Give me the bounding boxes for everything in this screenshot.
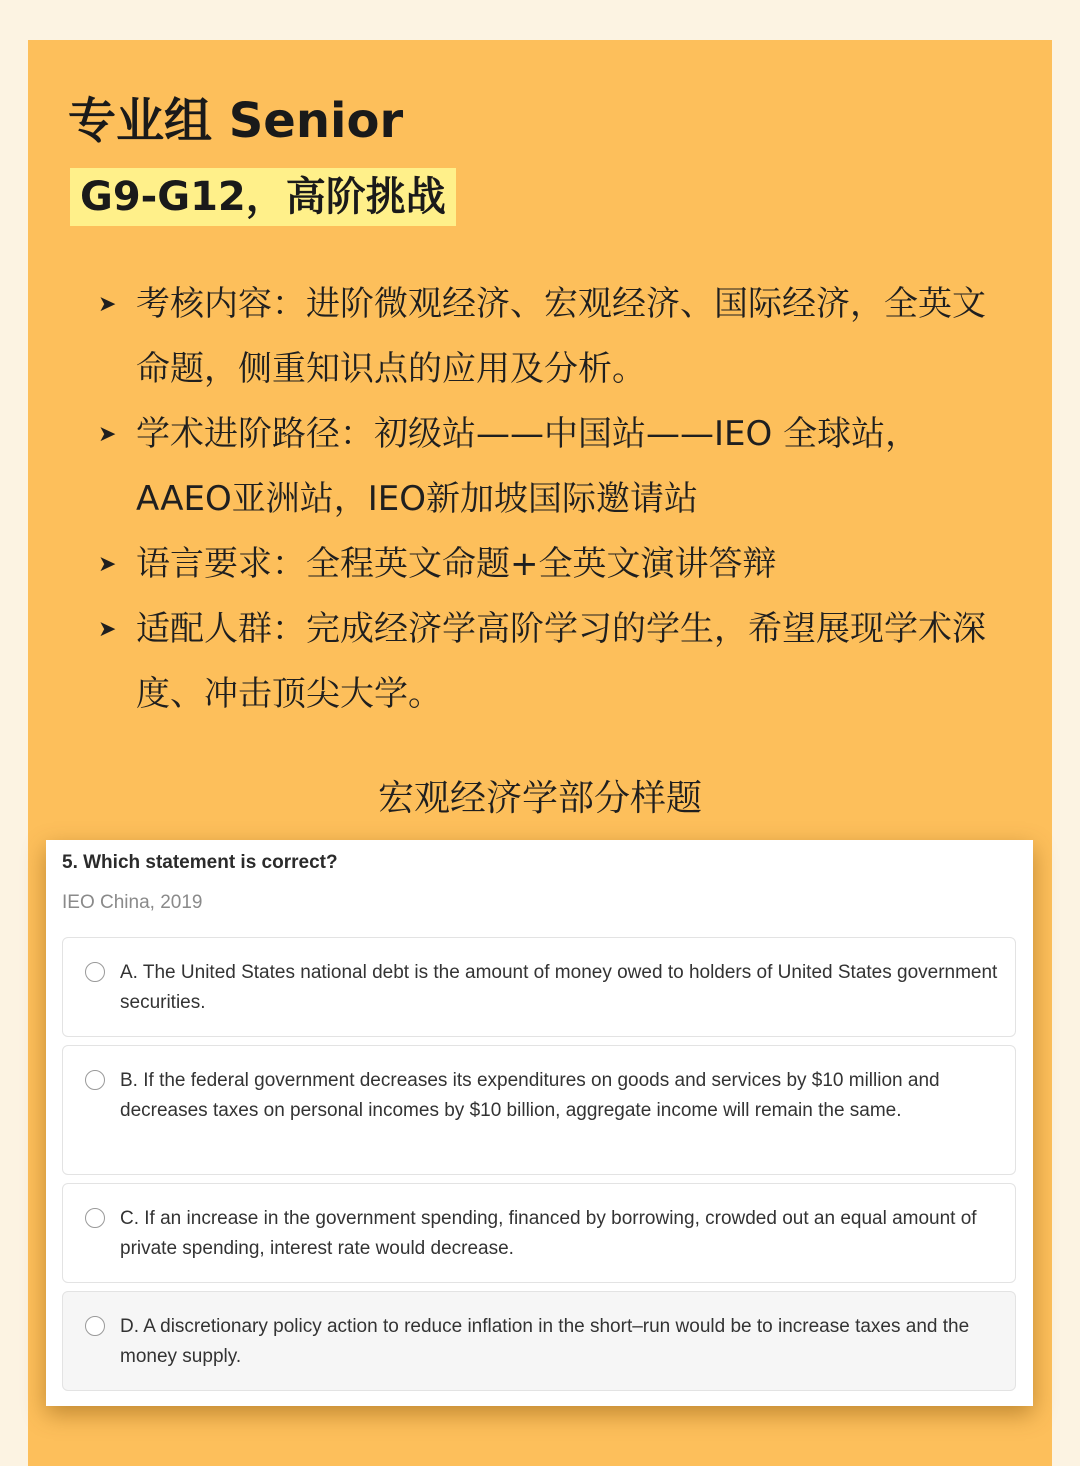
list-item-text: 考核内容：进阶微观经济、宏观经济、国际经济，全英文命题，侧重知识点的应用及分析。 [136,284,986,389]
list-item [98,272,1008,402]
option-label: B. If the federal government decreases its expenditures on goods and services by $10 million and decreases taxes on personal incomes by $10 billion, aggregate income will remain the same. [120,1070,940,1121]
list-item [98,597,1008,727]
list-item-text: 适配人群：完成经济学高阶学习的学生，希望展现学术深度、冲击顶尖大学。 [136,609,986,714]
radio-button-icon[interactable] [85,1070,105,1090]
list-item-text: 语言要求：全程英文命题+全英文演讲答辩 [136,544,777,584]
answer-option-a[interactable] [62,937,1016,1037]
list-item [98,532,1008,597]
radio-button-icon[interactable] [85,1316,105,1336]
answer-option-b[interactable] [62,1045,1016,1175]
quiz-card [46,840,1033,1406]
option-label: C. If an increase in the government spending, financed by borrowing, crowded out an equal amount of private spending, interest rate would decrease. [120,1208,977,1259]
sample-questions-heading: 宏观经济学部分样题 [377,778,702,819]
option-label: A. The United States national debt is the amount of money owed to holders of United States government securities. [120,962,998,1013]
question-source: IEO China, 2019 [62,892,203,913]
page-title: 专业组 Senior [68,93,404,149]
arrow-bullet-icon: ➤ [98,292,117,317]
arrow-bullet-icon: ➤ [98,422,117,447]
question-text: 5. Which statement is correct? [62,852,338,873]
list-item-text: 学术进阶路径：初级站——中国站——IEO 全球站，AAEO亚洲站，IEO新加坡国际邀请站 [136,414,920,519]
answer-option-c[interactable] [62,1183,1016,1283]
arrow-bullet-icon: ➤ [98,617,117,642]
radio-button-icon[interactable] [85,962,105,982]
option-label: D. A discretionary policy action to reduce inflation in the short–run would be to increase taxes and the money supply. [120,1316,970,1367]
list-item [98,402,1008,532]
grade-subtitle: G9-G12，高阶挑战 [70,168,456,226]
arrow-bullet-icon: ➤ [98,552,117,577]
radio-button-icon[interactable] [85,1208,105,1228]
info-list [98,272,1008,727]
answer-option-d[interactable] [62,1291,1016,1391]
